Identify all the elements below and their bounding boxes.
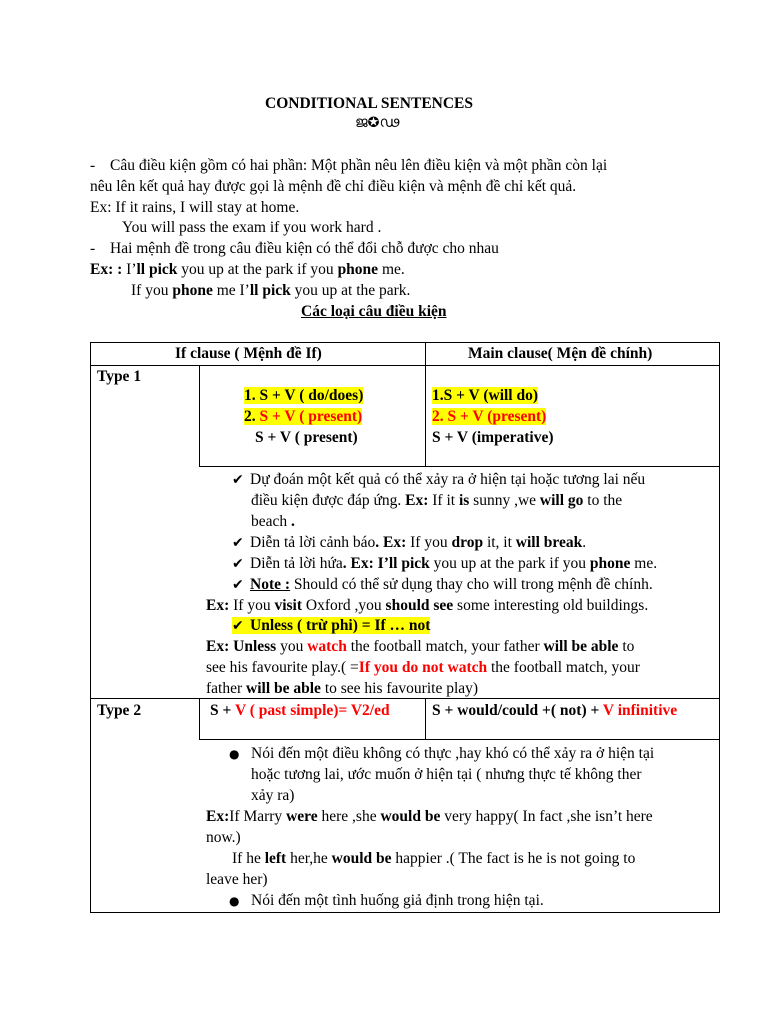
type1-main-formula-3: S + V (imperative) (432, 429, 554, 446)
type2-example-2-line-2: leave her) (206, 871, 268, 888)
type-1-label: Type 1 (97, 368, 142, 385)
type2-bullet-2: ● Nói đến một tình huống giả định trong hiện tại. (229, 892, 544, 909)
type1-if-formula-2: 2. S + V ( present) (244, 408, 363, 425)
type1-main-formula-2: 2. S + V (present) (432, 408, 547, 425)
title-ornament: ജ✪ഢ (355, 115, 400, 131)
checkmark-icon: ✔ (232, 618, 244, 634)
type1-unless-example-2: see his favourite play.( =If you do not watch the football match, your (206, 659, 640, 676)
type1-bullet-1-line-2: điều kiện được đáp ứng. Ex: If it is sunny ,we will go to the (251, 492, 623, 509)
type1-unless-example-3: father will be able to see his favourite play) (206, 680, 479, 697)
type2-example-1-line-2: now.) (206, 829, 241, 846)
intro-dash-1: - (90, 157, 96, 174)
page-title: CONDITIONAL SENTENCES (265, 95, 474, 112)
type1-bullet-3: ✔ Diễn tả lời hứa. Ex: I’ll pick you up at the park if you phone me. (232, 555, 658, 572)
type1-bullet-1: ✔ Dự đoán một kết quả có thể xảy ra ở hiện tại hoặc tương lai nếu (232, 471, 646, 488)
type2-bullet-1: ● Nói đến một điều không có thực ,hay khó có thể xảy ra ở hiện tại (229, 745, 655, 762)
intro-line-3: Hai mệnh đề trong câu điều kiện có thể đổi chỗ được cho nhau (110, 240, 499, 257)
checkmark-icon: ✔ (232, 535, 244, 551)
checkmark-icon: ✔ (232, 577, 244, 593)
type2-main-formula: S + would/could +( not) + V infinitive (432, 702, 678, 719)
type1-main-formula-1: 1.S + V (will do) (432, 387, 539, 404)
type-2-label: Type 2 (97, 702, 142, 719)
bullet-icon: ● (229, 894, 240, 908)
intro-example-2: You will pass the exam if you work hard . (122, 219, 382, 236)
header-main-clause: Main clause( Mện đề chính) (468, 345, 653, 362)
type2-if-formula: S + V ( past simple)= V2/ed (210, 702, 390, 719)
type1-if-formula-3: S + V ( present) (255, 429, 358, 446)
type1-if-formula-1: 1. S + V ( do/does) (244, 387, 364, 404)
type2-bullet-1-line-2: hoặc tương lai, ước muốn ở hiện tại ( nhưng thực tế không ther (251, 766, 642, 783)
type1-unless-example-1: Ex: Unless you watch the football match, your father will be able to (206, 638, 635, 655)
type2-bullet-1-line-3: xảy ra) (251, 787, 295, 804)
intro-example-3: Ex: : I’ll pick you up at the park if you phone me. (90, 261, 405, 278)
header-if-clause: If clause ( Mệnh đề If) (175, 345, 322, 362)
intro-example-1: Ex: If it rains, I will stay at home. (90, 199, 300, 216)
bullet-icon: ● (229, 747, 240, 761)
checkmark-icon: ✔ (232, 556, 244, 572)
intro-line-2: nêu lên kết quả hay được gọi là mệnh đề chỉ điều kiện và mệnh đề chỉ kết quả. (90, 178, 577, 195)
intro-example-4: If you phone me I’ll pick you up at the park. (131, 282, 411, 299)
type1-bullet-unless: ✔ Unless ( trừ phi) = If … not (232, 617, 431, 634)
type2-example-2: If he left her,he would be happier .( The fact is he is not going to (232, 850, 636, 867)
intro-dash-2: - (90, 240, 96, 257)
type1-bullet-1-line-3: beach . (251, 513, 295, 530)
type1-bullet-2: ✔ Diễn tả lời cảnh báo. Ex: If you drop it, it will break. (232, 534, 587, 551)
section-heading: Các loại câu điều kiện (301, 303, 447, 320)
intro-line-1: Câu điều kiện gồm có hai phần: Một phần nêu lên điều kiện và một phần còn lại (110, 157, 608, 174)
type1-example-should: Ex: If you visit Oxford ,you should see some interesting old buildings. (206, 597, 649, 614)
checkmark-icon: ✔ (232, 472, 244, 488)
type2-example-1: Ex:If Marry were here ,she would be very happy( In fact ,she isn’t here (206, 808, 653, 825)
type1-bullet-note: ✔ Note : Should có thể sử dụng thay cho will trong mệnh đề chính. (232, 576, 653, 593)
